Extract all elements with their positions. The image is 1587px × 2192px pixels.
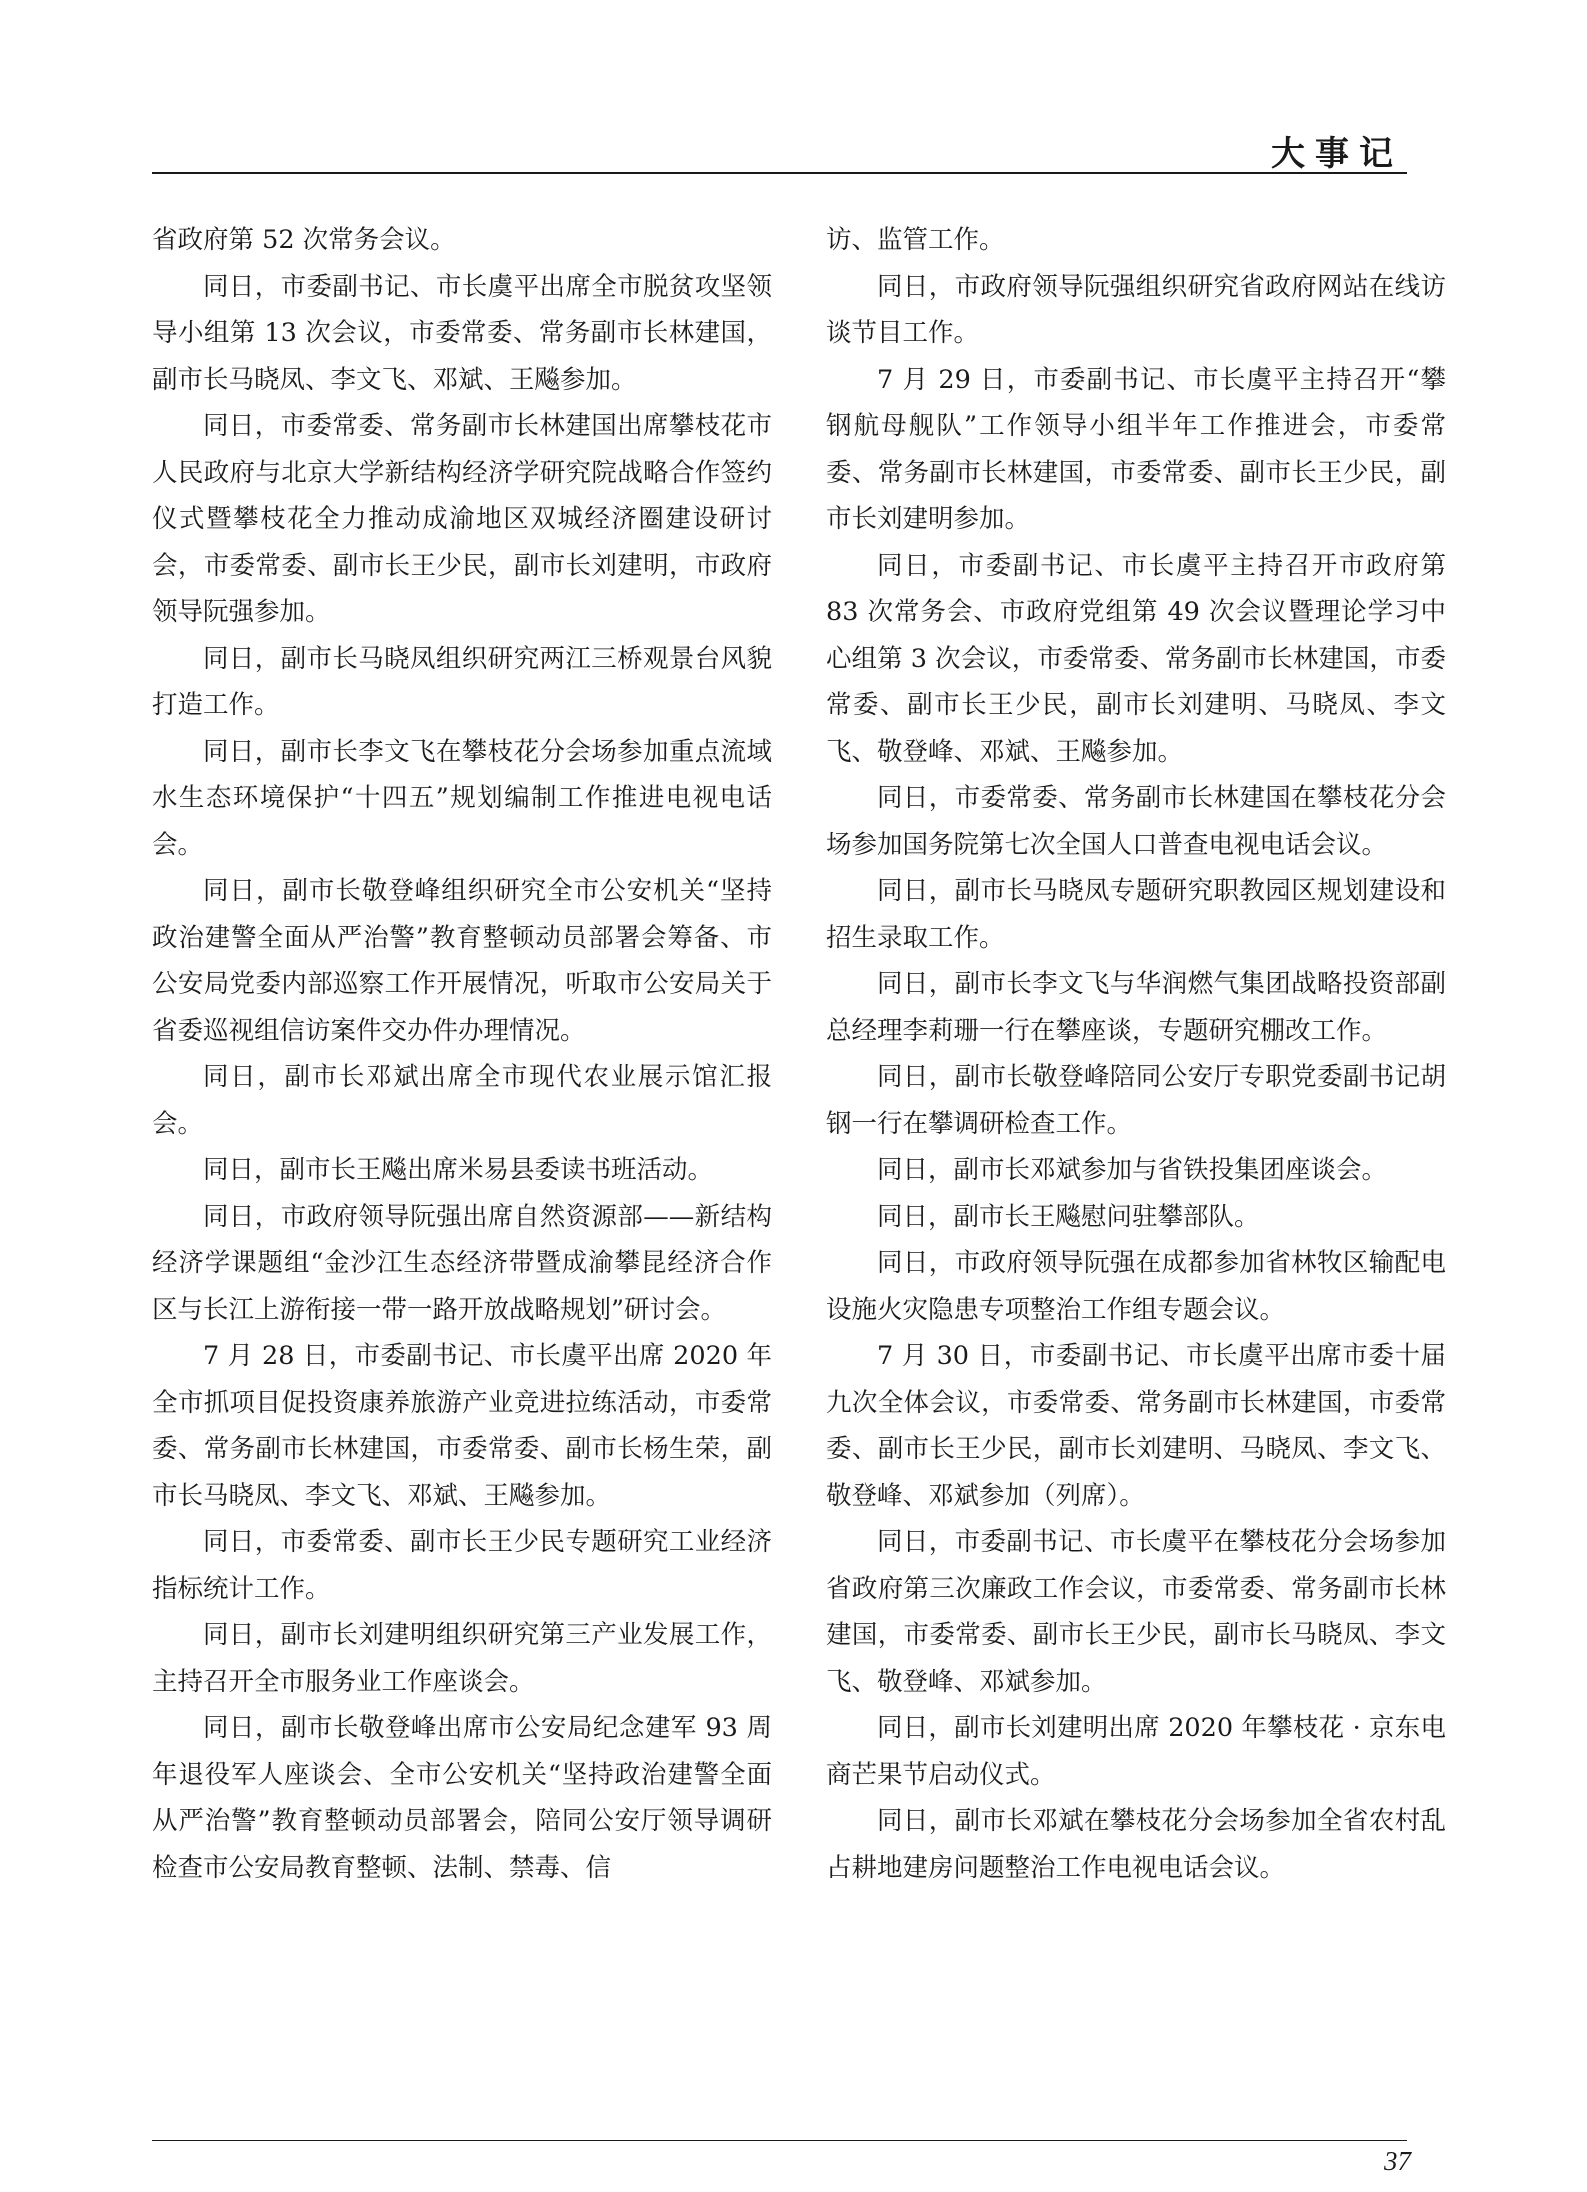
paragraph: 同日，副市长敬登峰组织研究全市公安机关“坚持政治建警全面从严治警”教育整顿动员部署会筹备、市公安局党委内部巡察工作开展情况，听取市公安局关于省委巡视组信访案件交办件办理情况。 bbox=[152, 876, 772, 1046]
paragraph: 同日，市委常委、常务副市长林建国出席攀枝花市人民政府与北京大学新结构经济学研究院战略合作签约仪式暨攀枝花全力推动成渝地区双城经济圈建设研讨会，市委常委、副市长王少民，副市长刘建明，市政府领导阮强参加。 bbox=[152, 411, 772, 627]
paragraph: 同日，市政府领导阮强在成都参加省林牧区输配电设施火灾隐患专项整治工作组专题会议。 bbox=[826, 1248, 1446, 1325]
right-column bbox=[826, 217, 1446, 1891]
left-column bbox=[152, 217, 772, 1891]
paragraph: 省政府第 52 次常务会议。 bbox=[152, 225, 456, 255]
paragraph: 同日，副市长邓斌在攀枝花分会场参加全省农村乱占耕地建房问题整治工作电视电话会议。 bbox=[826, 1806, 1446, 1883]
paragraph: 同日，副市长邓斌出席全市现代农业展示馆汇报会。 bbox=[152, 1062, 772, 1139]
paragraph: 同日，市委常委、副市长王少民专题研究工业经济指标统计工作。 bbox=[152, 1527, 772, 1604]
paragraph: 同日，副市长马晓凤组织研究两江三桥观景台风貌打造工作。 bbox=[152, 643, 772, 720]
paragraph: 同日，市委副书记、市长虞平在攀枝花分会场参加省政府第三次廉政工作会议，市委常委、常务副市长林建国，市委常委、副市长王少民，副市长马晓凤、李文飞、敬登峰、邓斌参加。 bbox=[826, 1527, 1446, 1697]
paragraph: 同日，副市长李文飞与华润燃气集团战略投资部副总经理李莉珊一行在攀座谈，专题研究棚改工作。 bbox=[826, 969, 1446, 1046]
paragraph: 同日，副市长邓斌参加与省铁投集团座谈会。 bbox=[877, 1155, 1388, 1185]
paragraph: 同日，副市长王飚出席米易县委读书班活动。 bbox=[203, 1155, 714, 1185]
paragraph: 同日，市政府领导阮强组织研究省政府网站在线访谈节目工作。 bbox=[826, 271, 1446, 348]
paragraph: 同日，市委副书记、市长虞平主持召开市政府第 83 次常务会、市政府党组第 49 次会议暨理论学习中心组第 3 次会议，市委常委、常务副市长林建国，市委常委、副市长王少民，副市长刘建明、马晓凤、李文飞、敬登峰、邓斌、王飚参加。 bbox=[826, 550, 1446, 767]
paragraph: 同日，市委副书记、市长虞平出席全市脱贫攻坚领导小组第 13 次会议，市委常委、常务副市长林建国，副市长马晓凤、李文飞、邓斌、王飚参加。 bbox=[152, 271, 772, 395]
footer-divider bbox=[152, 2140, 1407, 2141]
paragraph: 同日，副市长王飚慰问驻攀部队。 bbox=[877, 1201, 1260, 1232]
paragraph: 7 月 28 日，市委副书记、市长虞平出席 2020 年全市抓项目促投资康养旅游产业竞进拉练活动，市委常委、常务副市长林建国，市委常委、副市长杨生荣，副市长马晓凤、李文飞、邓斌、王飚参加。 bbox=[152, 1341, 772, 1511]
paragraph: 访、监管工作。 bbox=[826, 225, 1005, 255]
page-number: 37 bbox=[1384, 2146, 1411, 2176]
paragraph: 同日，副市长李文飞在攀枝花分会场参加重点流域水生态环境保护“十四五”规划编制工作推进电视电话会。 bbox=[152, 736, 772, 860]
paragraph: 同日，副市长马晓凤专题研究职教园区规划建设和招生录取工作。 bbox=[826, 876, 1446, 953]
paragraph: 同日，市政府领导阮强出席自然资源部——新结构经济学课题组“金沙江生态经济带暨成渝攀昆经济合作区与长江上游衔接一带一路开放战略规划”研讨会。 bbox=[152, 1201, 772, 1325]
paragraph: 7 月 30 日，市委副书记、市长虞平出席市委十届九次全体会议，市委常委、常务副市长林建国，市委常委、副市长王少民，副市长刘建明、马晓凤、李文飞、敬登峰、邓斌参加（列席）。 bbox=[826, 1341, 1446, 1511]
paragraph: 同日，副市长刘建明组织研究第三产业发展工作，主持召开全市服务业工作座谈会。 bbox=[152, 1620, 772, 1697]
paragraph: 同日，副市长敬登峰陪同公安厅专职党委副书记胡钢一行在攀调研检查工作。 bbox=[826, 1062, 1446, 1139]
header-divider bbox=[152, 172, 1407, 174]
paragraph: 7 月 29 日，市委副书记、市长虞平主持召开“攀钢航母舰队”工作领导小组半年工作推进会，市委常委、常务副市长林建国，市委常委、副市长王少民，副市长刘建明参加。 bbox=[826, 364, 1446, 534]
paragraph: 同日，市委常委、常务副市长林建国在攀枝花分会场参加国务院第七次全国人口普查电视电话会议。 bbox=[826, 783, 1446, 860]
paragraph: 同日，副市长刘建明出席 2020 年攀枝花 · 京东电商芒果节启动仪式。 bbox=[826, 1713, 1446, 1790]
section-title: 大事记 bbox=[1271, 134, 1403, 174]
paragraph: 同日，副市长敬登峰出席市公安局纪念建军 93 周年退役军人座谈会、全市公安机关“坚持政治建警全面从严治警”教育整顿动员部署会，陪同公安厅领导调研检查市公安局教育整顿、法制、禁毒、信 bbox=[152, 1713, 772, 1883]
